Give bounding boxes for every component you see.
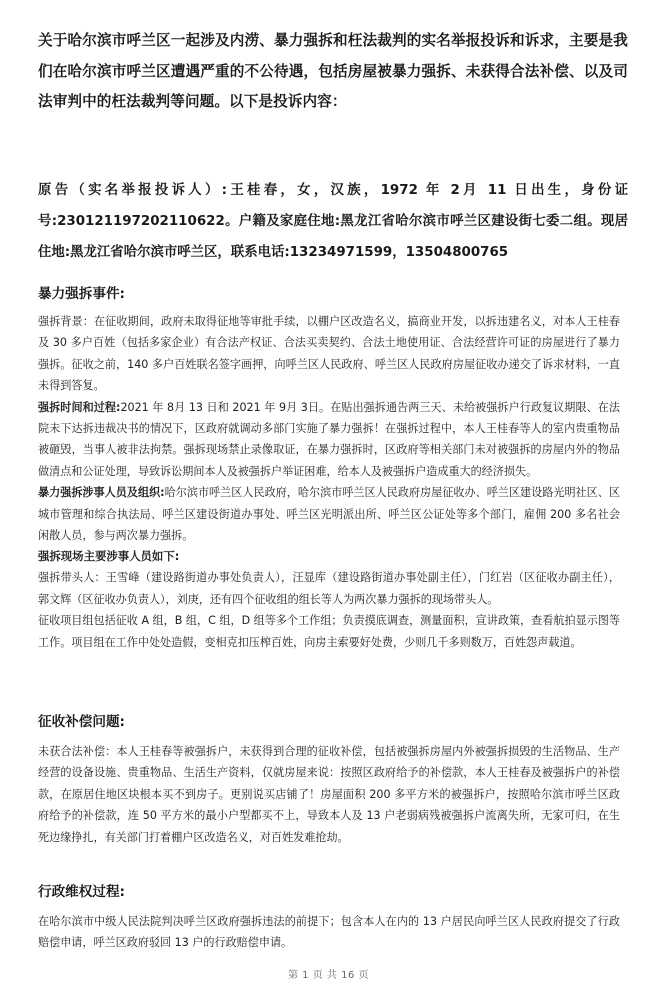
demolition-people-paragraph [38,482,620,546]
admin-rights-text: 在哈尔滨市中级人民法院判决呼兰区政府强拆违法的前提下；包含本人在内的 13 户居民向呼兰区人民政府提交了行政赔偿申请，呼兰区政府驳回 13 户的行政赔偿申请。 [38,915,620,950]
demolition-time-label: 强拆时间和过程: [38,400,121,414]
section-body-compensation [38,741,620,848]
compensation-text: 未获合法补偿：本人王桂春等被强拆户，未获得到合理的征收补偿，包括被强拆房屋内外被强拆损毁的生活物品、生产经营的设备设施、贵重物品、生活生产资料，仅就房屋来说：按照区政府给予的补偿款，本人王桂春及被强拆户的补偿款，在原居住地区块根本买不到房子。更别说买店铺了！房屋面积 200 多平方米的被强拆户，按照哈尔滨市呼兰区政府给予的补偿款，连 50 平方米的最小户型都买不上，导致本人及 13 户老弱病残被强拆户流离失所，无家可归，在生死边缘挣扎，有关部门打着棚户区改造名义，对百姓发难抢劫。 [38,745,620,844]
section-body-admin-rights [38,911,620,954]
demolition-leaders: 强拆带头人：王雪峰（建设路街道办事处负责人），汪显库（建设路街道办事处副主任），门红岩（区征收办副主任），郭文辉（区征收办负责人），刘庚，还有四个征收组的组长等人为两次暴力强拆的现场带头人。 [38,571,620,606]
section-body-violent-demolition [38,311,620,653]
collection-groups: 征收项目组包括征收 A 组，B 组，C 组，D 组等多个工作组；负责摸底调查，测量面积，宣讲政策，查看航拍显示图等工作。项目组在工作中处处造假，变相克扣压榨百姓，向房主索要好处费，少则几千多则数万，百姓怨声载道。 [38,614,620,649]
intro-heading: 关于哈尔滨市呼兰区一起涉及内涝、暴力强拆和枉法裁判的实名举报投诉和诉求，主要是我们在哈尔滨市呼兰区遭遇严重的不公待遇，包括房屋被暴力强拆、未获得合法补偿、以及司法审判中的枉法裁判等问题。以下是投诉内容： [38,32,628,111]
demolition-time-text: 2021 年 8月 13 日和 2021 年 9月 3日。在贴出强拆通告两三天、未给被强拆户行政复议期限、在法院未下达拆违裁决书的情况下，区政府就调动多部门实施了暴力强拆！在强拆过程中，本人王桂春等人的室内贵重物品被砸毁，当事人被非法拘禁。强拆现场禁止录像取证，在暴力强拆时，区政府等相关部门未对被强拆的房屋内外的物品做清点和公证处理，导致诉讼期间本人及被强拆户举证困难，给本人及被强拆户造成重大的经济损失。 [38,400,620,478]
complainant-info: 原告（实名举报投诉人）:王桂春，女，汉族，1972 年 2月 11 日出生，身份证号:230121197202110622。户籍及家庭住地:黑龙江省哈尔滨市呼兰区建设街七委二组。现居住地:黑龙江省哈尔滨市呼兰区，联系电话:13234971599，13504800765 [38,183,628,260]
demolition-background: 强拆背景：在征收期间，政府未取得征地等审批手续，以棚户区改造名义，搞商业开发，以拆违建名义，对本人王桂春及 30 多户百姓（包括多家企业）有合法产权证、合法买卖契约、合法土地使用证、合法经营许可证的房屋进行了暴力强拆。征收之前，140 多户百姓联名签字画押，向呼兰区人民政府、呼兰区人民政府房屋征收办递交了诉求材料，一直未得到答复。 [38,315,620,393]
scene-people-title: 强拆现场主要涉事人员如下: [38,549,180,564]
section-title-compensation: 征收补偿问题: [38,714,125,730]
demolition-people-label: 暴力强拆涉事人员及组织: [38,486,165,500]
section-title-violent-demolition: 暴力强拆事件: [38,286,125,302]
demolition-people-text: 哈尔滨市呼兰区人民政府，哈尔滨市呼兰区人民政府房屋征收办、呼兰区建设路光明社区、区城市管理和综合执法局、呼兰区建设街道办事处、呼兰区光明派出所、呼兰区公证处等多个部门，雇佣 200 多名社会闲散人员，参与两次暴力强拆。 [38,486,620,543]
page-number-footer: 第 1 页 共 16 页 [288,970,369,981]
demolition-time-paragraph [38,397,620,483]
section-title-admin-rights: 行政维权过程: [38,884,125,900]
